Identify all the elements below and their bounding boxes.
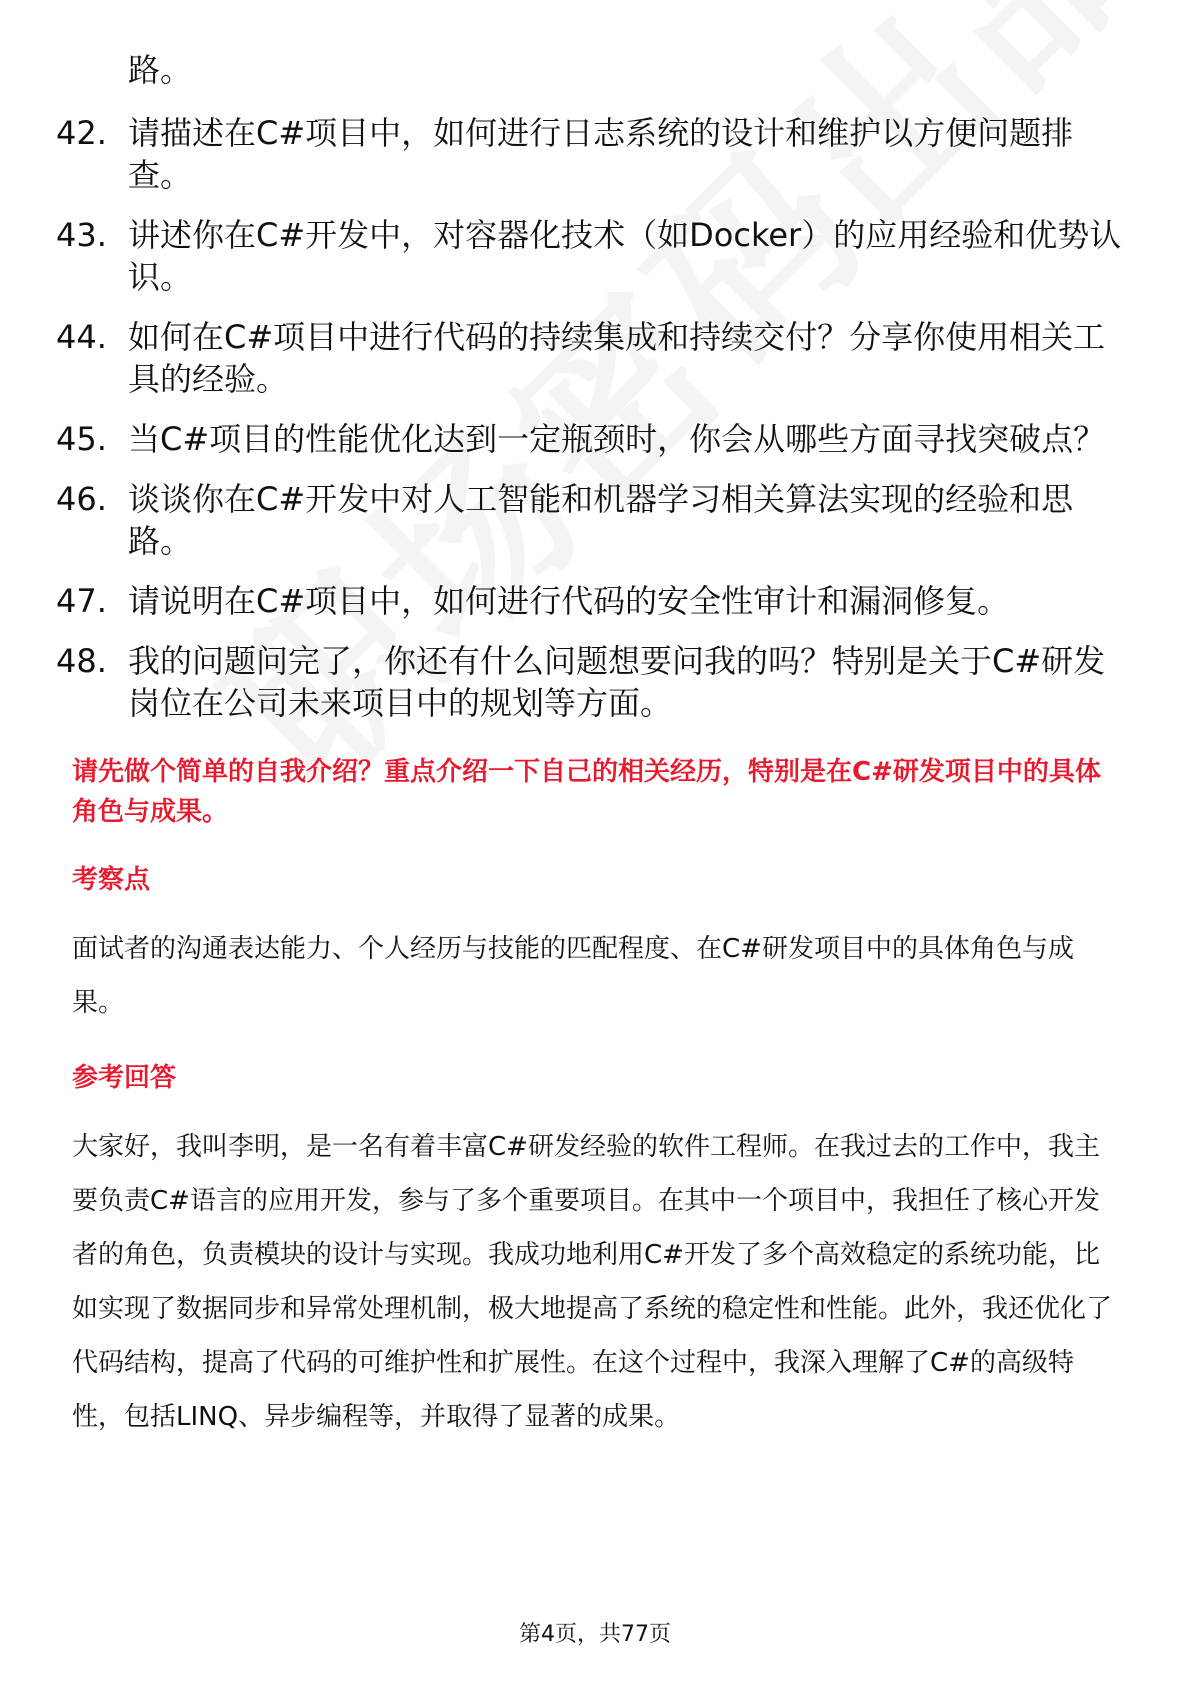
question-text: 我的问题问完了，你还有什么问题想要问我的吗？特别是关于C#研发岗位在公司未来项目中的规划等方面。	[128, 642, 1106, 722]
question-text: 请说明在C#项目中，如何进行代码的安全性审计和漏洞修复。	[128, 582, 1010, 620]
question-number: 45.	[56, 420, 107, 458]
continued-question-text: 路。	[128, 51, 193, 89]
question-number: 43.	[56, 216, 107, 254]
list-item	[56, 112, 1136, 196]
section-question-title: 请先做个简单的自我介绍？重点介绍一下自己的相关经历，特别是在C#研发项目中的具体角色与成果。	[72, 757, 1101, 827]
list-item	[56, 316, 1136, 400]
list-item	[56, 214, 1136, 298]
question-number: 47.	[56, 582, 107, 620]
question-number: 48.	[56, 642, 107, 680]
question-number: 46.	[56, 480, 107, 518]
question-text: 当C#项目的性能优化达到一定瓶颈时，你会从哪些方面寻找突破点？	[128, 420, 1106, 458]
question-list	[56, 112, 1136, 742]
answer-heading: 参考回答	[72, 1063, 177, 1093]
list-item	[56, 418, 1136, 460]
question-text: 如何在C#项目中进行代码的持续集成和持续交付？分享你使用相关工具的经验。	[128, 318, 1106, 398]
question-number: 42.	[56, 114, 107, 152]
question-number: 44.	[56, 318, 107, 356]
focus-text: 面试者的沟通表达能力、个人经历与技能的匹配程度、在C#研发项目中的具体角色与成果。	[72, 934, 1074, 1018]
answer-text: 大家好，我叫李明，是一名有着丰富C#研发经验的软件工程师。在我过去的工作中，我主要负责C#语言的应用开发，参与了多个重要项目。在其中一个项目中，我担任了核心开发者的角色，负责模块的设计与实现。我成功地利用C#开发了多个高效稳定的系统功能，比如实现了数据同步和异常处理机制，极大地提高了系统的稳定性和性能。此外，我还优化了代码结构，提高了代码的可维护性和扩展性。在这个过程中，我深入理解了C#的高级特性，包括LINQ、异步编程等，并取得了显著的成果。	[72, 1132, 1113, 1432]
list-item	[56, 640, 1136, 724]
focus-heading: 考察点	[72, 865, 151, 895]
question-text: 讲述你在C#开发中，对容器化技术（如Docker）的应用经验和优势认识。	[128, 216, 1122, 296]
interview-section	[72, 752, 1122, 1444]
question-text: 请描述在C#项目中，如何进行日志系统的设计和维护以方便问题排查。	[128, 114, 1074, 194]
list-item	[56, 580, 1136, 622]
question-text: 谈谈你在C#开发中对人工智能和机器学习相关算法实现的经验和思路。	[128, 480, 1074, 560]
list-item	[56, 478, 1136, 562]
page-number: 第4页，共77页	[519, 1622, 671, 1647]
